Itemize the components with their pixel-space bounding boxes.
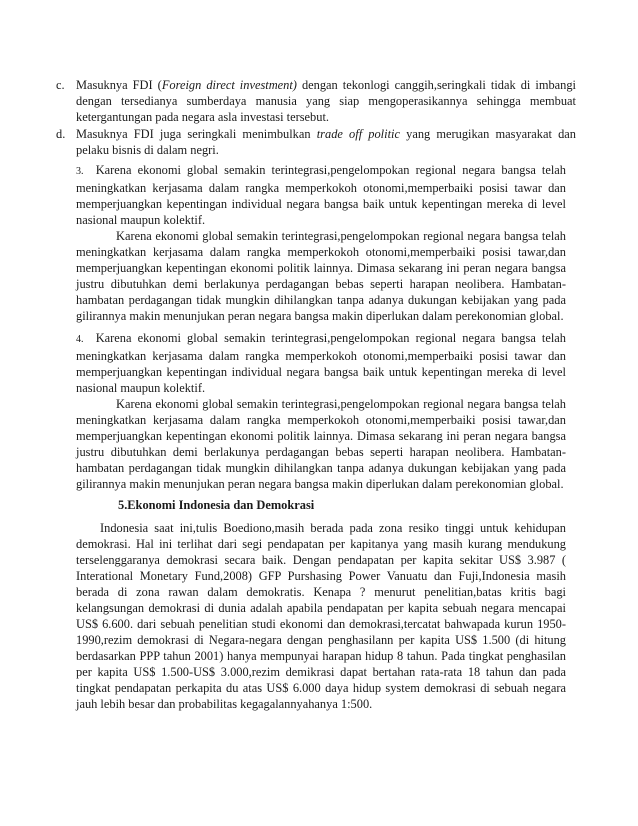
section-5-paragraph: Indonesia saat ini,tulis Boediono,masih berada pada zona resiko tinggi untuk kehidupan demokrasi. Hal ini terlihat dari segi pendapatan per kapitanya yang masih kurang mendukung terselenggaranya demokrasi secara baik. Dengan pendapatan per kapita sekitar US$ 3.987 ( Interational Monetary Fund,2008) GFP Purshasing Power Vanuatu dan Fuji,Indonesia masih berada di zona rawan dalam demokratis. Kenapa ? menurut penelitian,batas kritis bagi kelangsungan demokrasi di dunia adalah apabila pendapatan per kapita sebuah negara mencapai US$ 6.600. dari sebuah penelitian studi ekonomi dan demokrasi,tercatat bahwapada kurun 1950-1990,rezim demokrasi di Negara-negara dengan penghasilann per kapita US$ 1.500 (di hitung berdasarkan PPP tahun 2001) hanya mempunyai harapan hidup 8 tahun. Pada tingkat penghasilan per kapita US$ 1.500-US$ 3.000,rezim demikrasi dapat bertahan rata-rata 18 tahun dan pada tingkat pendapatan perkapita du atas US$ 6.000 daya hidup system demokrasi di sebuah negara jauh lebih besar dan probabilitas kegagalannyahanya 1:500. xyxy=(76,521,566,711)
list-text-d-pre: Masuknya FDI juga seringkali menimbulkan xyxy=(76,127,317,141)
section-4-para-1 xyxy=(76,330,566,396)
section-3 xyxy=(76,162,566,324)
section-3-para-2: Karena ekonomi global semakin terintegrasi,pengelompokan regional negara bangsa telah meningkatkan kerjasama dalam rangka memperkokoh otonomi,memperbaiki posisi tawar,dan memperjuangkan kepentingan ekonomi politik lainnya. Dimasa sekarang ini peran negara bangsa justru dibutuhkan demi berlakunya perdagangan bebas seperti harapan neolibera. Hambatan-hambatan perdagangan tidak mungkin dihilangkan tanpa adanya dukungan kebijakan yang pada gilirannya makin menunjukan peran negara bangsa makin diperlukan dalam perekonomian global. xyxy=(76,229,566,323)
list-text-c-post: dengan tekonlogi canggih,seringkali tidak di imbangi dengan tersedianya sumberdaya manusia yang siap mengoperasikannya sehingga membuat ketergantungan pada negara asla investasi tersebut. xyxy=(76,78,576,124)
section-3-number: 3. xyxy=(76,166,84,177)
section-4-number: 4. xyxy=(76,334,84,345)
list-text-d xyxy=(76,126,576,158)
list-text-c xyxy=(76,77,576,125)
section-4 xyxy=(76,330,566,492)
list-label-d: d. xyxy=(56,127,66,141)
section-5-body xyxy=(76,520,566,712)
list-text-c-italic: Foreign direct investment) xyxy=(161,78,297,92)
list-text-c-pre: Masuknya FDI ( xyxy=(76,78,162,92)
list-text-d-italic: trade off politic xyxy=(316,127,400,141)
section-4-para-2: Karena ekonomi global semakin terintegrasi,pengelompokan regional negara bangsa telah meningkatkan kerjasama dalam rangka memperkokoh otonomi,memperbaiki posisi tawar,dan memperjuangkan kepentingan ekonomi politik lainnya. Dimasa sekarang ini peran negara bangsa justru dibutuhkan demi berlakunya perdagangan bebas seperti harapan neolibera. Hambatan-hambatan perdagangan tidak mungkin dihilangkan tanpa adanya dukungan kebijakan yang pada gilirannya makin menunjukan peran negara bangsa makin diperlukan dalam perekonomian global. xyxy=(76,397,566,491)
section-3-para-1-text: Karena ekonomi global semakin terintegrasi,pengelompokan regional negara bangsa telah meningkatkan kerjasama dalam rangka memperkokoh otonomi,memperbaiki posisi tawar dan memperjuangkan kepentingan individual negara bangsa baik untuk kepentingan mereka di level nasional maupun kolektif. xyxy=(76,163,567,227)
list-label-c: c. xyxy=(56,78,65,92)
list-text-d-post: yang merugikan masyarakat dan pelaku bisnis di dalam negri. xyxy=(76,127,577,157)
section-5-heading: 5.Ekonomi Indonesia dan Demokrasi xyxy=(118,498,315,512)
list-item-c xyxy=(56,77,576,125)
list-item-d xyxy=(56,126,576,158)
section-3-para-1 xyxy=(76,162,566,228)
section-4-para-1-text: Karena ekonomi global semakin terintegrasi,pengelompokan regional negara bangsa telah meningkatkan kerjasama dalam rangka memperkokoh otonomi,memperbaiki posisi tawar dan memperjuangkan kepentingan individual negara bangsa baik untuk kepentingan mereka di level nasional maupun kolektif. xyxy=(76,331,567,395)
